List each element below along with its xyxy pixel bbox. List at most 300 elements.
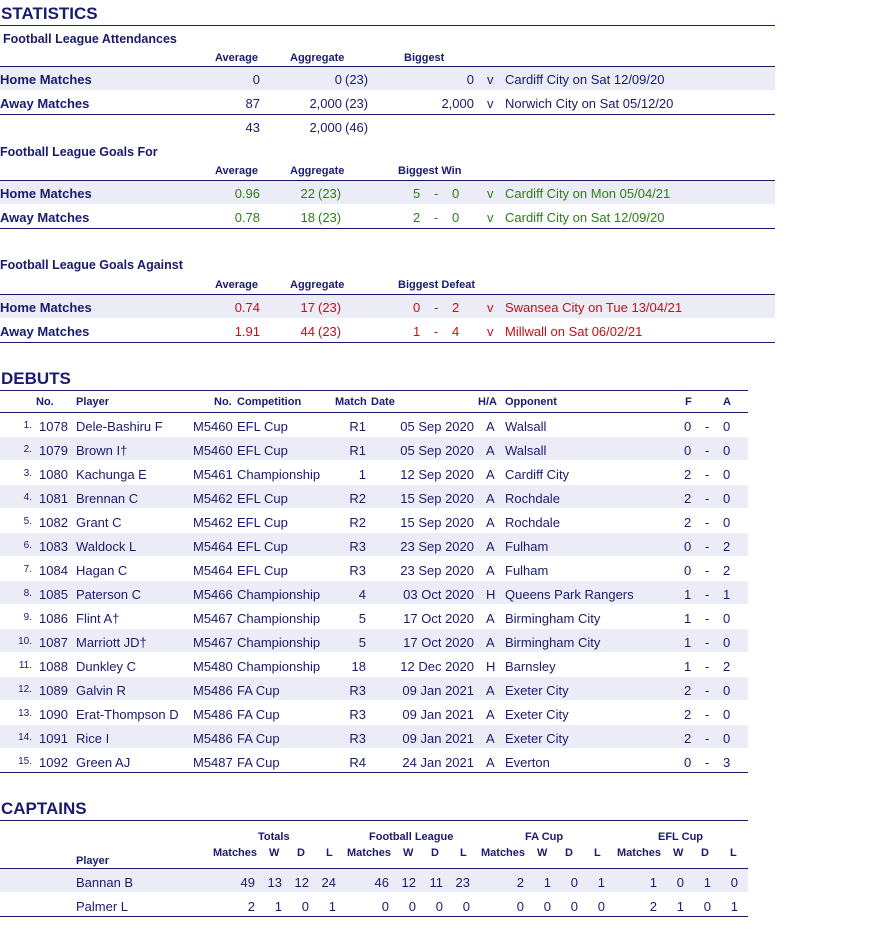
- debut-match-no: M5480: [193, 659, 233, 674]
- debut-player-name: Flint A†: [76, 611, 120, 626]
- debut-date: 17 Oct 2020: [403, 611, 474, 626]
- debut-competition: FA Cup: [237, 683, 280, 698]
- debut-a: 0: [723, 731, 731, 746]
- attendances-total-average: 43: [245, 120, 260, 135]
- debut-player-name: Marriott JD†: [76, 635, 147, 650]
- captain-stat-value: 0: [543, 899, 551, 914]
- captain-player-name: Palmer L: [76, 899, 129, 914]
- debut-match: R2: [349, 491, 366, 506]
- debut-dash: -: [705, 515, 710, 530]
- debut-opponent: Fulham: [505, 563, 549, 578]
- debut-a: 2: [723, 659, 731, 674]
- debut-dash: -: [705, 635, 710, 650]
- debut-player-name: Dele-Bashiru F: [76, 419, 163, 434]
- debut-ha: A: [486, 755, 495, 770]
- goals-against-header-average: Average: [215, 279, 259, 291]
- debut-player-name: Waldock L: [76, 539, 137, 554]
- debut-competition: EFL Cup: [237, 563, 288, 578]
- debut-index: 12.: [18, 684, 32, 695]
- debut-opponent: Cardiff City: [505, 467, 570, 482]
- debut-ha: A: [486, 443, 495, 458]
- attendances-home-v: v: [487, 72, 494, 87]
- debut-player-no: 1090: [39, 707, 68, 722]
- debut-match: R3: [349, 539, 366, 554]
- debut-match: R1: [349, 443, 366, 458]
- debut-ha: A: [486, 707, 495, 722]
- captain-stat-value: 1: [328, 899, 336, 914]
- debuts-header-match-no: No.: [214, 396, 232, 408]
- debuts-header-f: F: [685, 396, 692, 408]
- debut-a: 3: [723, 755, 731, 770]
- debuts-bottom-rule: [0, 772, 748, 773]
- debut-f: 2: [684, 491, 692, 506]
- debuts-header-no: No.: [36, 396, 54, 408]
- debut-ha: A: [486, 419, 495, 434]
- debut-match-no: M5460: [193, 443, 233, 458]
- debut-date: 12 Sep 2020: [400, 467, 474, 482]
- debut-dash: -: [705, 467, 710, 482]
- debut-index: 6.: [23, 540, 32, 551]
- attendances-home-label: Home Matches: [0, 72, 92, 87]
- debut-match: 1: [358, 467, 366, 482]
- goals-for-away-a: 0: [452, 210, 460, 225]
- goals-against-home-label: Home Matches: [0, 300, 92, 315]
- goals-for-away-agg-count: (23): [318, 210, 342, 225]
- debut-player-no: 1091: [39, 731, 68, 746]
- debut-match-no: M5461: [193, 467, 233, 482]
- captain-stat-value: 11: [429, 875, 443, 890]
- debut-match-no: M5486: [193, 731, 233, 746]
- captain-stat-value: 0: [703, 899, 711, 914]
- debut-ha: A: [486, 563, 495, 578]
- debut-match: R3: [349, 683, 366, 698]
- debuts-header-competition: Competition: [237, 396, 302, 408]
- debut-index: 13.: [18, 708, 32, 719]
- debut-player-no: 1092: [39, 755, 68, 770]
- captains-subheader: W: [673, 847, 684, 859]
- debut-match-no: M5460: [193, 419, 233, 434]
- debut-opponent: Exeter City: [505, 707, 569, 722]
- debut-a: 0: [723, 635, 731, 650]
- goals-against-away-agg-count: (23): [318, 324, 342, 339]
- debut-date: 23 Sep 2020: [400, 563, 474, 578]
- debut-opponent: Exeter City: [505, 731, 569, 746]
- statistics-title: STATISTICS: [1, 4, 98, 23]
- debut-index: 10.: [18, 636, 32, 647]
- debut-player-no: 1085: [39, 587, 68, 602]
- debut-competition: Championship: [237, 611, 321, 626]
- debut-competition: Championship: [237, 659, 321, 674]
- debut-competition: EFL Cup: [237, 515, 288, 530]
- debut-match: R3: [349, 731, 366, 746]
- attendances-home-opponent: Cardiff City on Sat 12/09/20: [505, 72, 665, 87]
- captains-subheader: L: [460, 847, 467, 859]
- captain-stat-value: 0: [408, 899, 416, 914]
- debut-a: 2: [723, 539, 731, 554]
- goals-against-away-f: 1: [413, 324, 421, 339]
- debut-a: 0: [723, 611, 731, 626]
- debut-index: 15.: [18, 756, 32, 767]
- debut-player-name: Galvin R: [76, 683, 126, 698]
- captains-subheader: Matches: [347, 847, 392, 859]
- debut-player-no: 1089: [39, 683, 68, 698]
- debut-f: 1: [684, 659, 692, 674]
- goals-against-bottom-rule: [0, 342, 775, 343]
- debut-dash: -: [705, 611, 710, 626]
- captains-subheader: L: [326, 847, 333, 859]
- debut-date: 09 Jan 2021: [402, 707, 474, 722]
- debut-player-name: Brennan C: [76, 491, 139, 506]
- debut-a: 0: [723, 707, 731, 722]
- debut-competition: EFL Cup: [237, 443, 288, 458]
- goals-for-bottom-rule: [0, 228, 775, 229]
- attendances-away-agg-count: (23): [345, 96, 369, 111]
- debut-opponent: Birmingham City: [505, 611, 601, 626]
- captain-stat-value: 46: [374, 875, 389, 890]
- debut-player-name: Kachunga E: [76, 467, 147, 482]
- goals-against-away-dash: -: [434, 324, 439, 339]
- captains-subheader: L: [730, 847, 737, 859]
- debut-ha: H: [486, 587, 496, 602]
- goals-for-home-f: 5: [413, 186, 421, 201]
- goals-for-home-a: 0: [452, 186, 460, 201]
- debut-player-no: 1084: [39, 563, 68, 578]
- debut-player-name: Dunkley C: [76, 659, 136, 674]
- goals-against-home-v: v: [487, 300, 494, 315]
- debut-f: 2: [684, 467, 692, 482]
- captain-stat-value: 12: [294, 875, 309, 890]
- goals-against-home-a: 2: [452, 300, 460, 315]
- debut-player-no: 1083: [39, 539, 68, 554]
- debut-match-no: M5467: [193, 611, 233, 626]
- debut-opponent: Walsall: [505, 419, 547, 434]
- debut-f: 1: [684, 611, 692, 626]
- debut-dash: -: [705, 443, 710, 458]
- debut-opponent: Everton: [505, 755, 550, 770]
- debut-match-no: M5462: [193, 515, 233, 530]
- debut-a: 0: [723, 491, 731, 506]
- attendances-away-opponent: Norwich City on Sat 05/12/20: [505, 96, 674, 111]
- debut-a: 0: [723, 467, 731, 482]
- debut-player-no: 1080: [39, 467, 68, 482]
- debut-index: 2.: [23, 444, 32, 455]
- statistics-rule: [0, 25, 775, 26]
- debuts-rule: [0, 390, 748, 391]
- captains-rule: [0, 820, 748, 821]
- goals-against-away-opponent: Millwall on Sat 06/02/21: [505, 324, 643, 339]
- captain-player-name: Bannan B: [76, 875, 134, 890]
- goals-against-header-biggest-defeat: Biggest Defeat: [398, 279, 476, 291]
- debut-date: 24 Jan 2021: [402, 755, 474, 770]
- debut-match-no: M5467: [193, 635, 233, 650]
- goals-for-home-aggregate: 22: [300, 186, 315, 201]
- captains-subheader: Matches: [617, 847, 662, 859]
- debut-match-no: M5466: [193, 587, 233, 602]
- debut-opponent: Barnsley: [505, 659, 556, 674]
- captain-stat-value: 13: [267, 875, 282, 890]
- debut-dash: -: [705, 539, 710, 554]
- debut-match: 4: [358, 587, 366, 602]
- debut-index: 11.: [18, 660, 32, 671]
- debut-competition: FA Cup: [237, 731, 280, 746]
- debut-opponent: Exeter City: [505, 683, 569, 698]
- debuts-header-ha: H/A: [478, 396, 497, 408]
- debut-match: R3: [349, 563, 366, 578]
- debut-competition: Championship: [237, 467, 321, 482]
- debut-index: 9.: [23, 612, 32, 623]
- debut-player-no: 1081: [39, 491, 68, 506]
- debuts-title: DEBUTS: [1, 369, 71, 388]
- debut-player-name: Hagan C: [76, 563, 128, 578]
- goals-for-away-opponent: Cardiff City on Sat 12/09/20: [505, 210, 665, 225]
- debut-match: R2: [349, 515, 366, 530]
- debut-dash: -: [705, 419, 710, 434]
- goals-for-away-v: v: [487, 210, 494, 225]
- debut-date: 12 Dec 2020: [400, 659, 474, 674]
- debut-dash: -: [705, 491, 710, 506]
- debut-player-name: Grant C: [76, 515, 122, 530]
- debut-player-no: 1079: [39, 443, 68, 458]
- debut-date: 17 Oct 2020: [403, 635, 474, 650]
- debut-opponent: Walsall: [505, 443, 547, 458]
- debut-date: 05 Sep 2020: [400, 419, 474, 434]
- debut-player-no: 1087: [39, 635, 68, 650]
- debut-opponent: Rochdale: [505, 491, 560, 506]
- attendances-away-average: 87: [245, 96, 260, 111]
- debut-f: 1: [684, 635, 692, 650]
- debut-index: 1.: [23, 420, 32, 431]
- captains-group-totals: Totals: [258, 831, 290, 843]
- attendances-home-average: 0: [252, 72, 260, 87]
- debuts-header-rule: [0, 412, 748, 413]
- goals-for-away-label: Away Matches: [0, 210, 90, 225]
- captain-stat-value: 2: [516, 875, 524, 890]
- captains-subheader: D: [431, 847, 439, 859]
- captains-bottom-rule: [0, 916, 748, 917]
- captains-title: CAPTAINS: [1, 799, 87, 818]
- debut-player-no: 1082: [39, 515, 68, 530]
- debut-date: 05 Sep 2020: [400, 443, 474, 458]
- debut-f: 2: [684, 515, 692, 530]
- attendances-away-aggregate: 2,000: [309, 96, 342, 111]
- debut-ha: A: [486, 515, 495, 530]
- debut-player-name: Rice I: [76, 731, 110, 746]
- goals-for-away-average: 0.78: [234, 210, 260, 225]
- debut-f: 2: [684, 731, 692, 746]
- debut-competition: Championship: [237, 635, 321, 650]
- debut-ha: A: [486, 635, 495, 650]
- debut-row-band: [0, 725, 748, 748]
- debut-competition: FA Cup: [237, 707, 280, 722]
- debut-index: 3.: [23, 468, 32, 479]
- debut-ha: A: [486, 491, 495, 506]
- attendances-home-aggregate: 0: [334, 72, 342, 87]
- debut-player-name: Brown I†: [76, 443, 128, 458]
- debuts-header-date: Date: [371, 396, 395, 408]
- debut-dash: -: [705, 731, 710, 746]
- attendances-away-label: Away Matches: [0, 96, 90, 111]
- captain-stat-value: 12: [401, 875, 416, 890]
- captain-stat-value: 0: [381, 899, 389, 914]
- captain-stat-value: 2: [247, 899, 255, 914]
- debut-a: 1: [723, 587, 731, 602]
- captain-stat-value: 0: [730, 875, 738, 890]
- captain-stat-value: 1: [543, 875, 551, 890]
- goals-against-home-average: 0.74: [234, 300, 260, 315]
- debut-a: 0: [723, 683, 731, 698]
- debut-a: 0: [723, 419, 731, 434]
- captains-subheader: W: [537, 847, 548, 859]
- goals-against-away-v: v: [487, 324, 494, 339]
- captains-subheader: W: [269, 847, 280, 859]
- captain-stat-value: 0: [570, 875, 578, 890]
- attendances-home-biggest: 0: [466, 72, 474, 87]
- debut-match: R1: [349, 419, 366, 434]
- captains-subheader: D: [701, 847, 709, 859]
- captain-stat-value: 0: [516, 899, 524, 914]
- debut-date: 15 Sep 2020: [400, 491, 474, 506]
- debut-index: 4.: [23, 492, 32, 503]
- captain-stat-value: 1: [730, 899, 738, 914]
- captain-stat-value: 0: [676, 875, 684, 890]
- debut-opponent: Queens Park Rangers: [505, 587, 634, 602]
- debut-competition: FA Cup: [237, 755, 280, 770]
- debut-f: 0: [684, 563, 692, 578]
- debut-dash: -: [705, 587, 710, 602]
- captain-stat-value: 1: [676, 899, 684, 914]
- goals-against-away-aggregate: 44: [300, 324, 315, 339]
- debut-a: 2: [723, 563, 731, 578]
- debut-date: 15 Sep 2020: [400, 515, 474, 530]
- debut-dash: -: [705, 755, 710, 770]
- captain-stat-value: 1: [274, 899, 282, 914]
- debut-match-no: M5464: [193, 563, 233, 578]
- goals-against-home-f: 0: [413, 300, 421, 315]
- debut-f: 0: [684, 419, 692, 434]
- debut-player-no: 1078: [39, 419, 68, 434]
- attendances-header-aggregate: Aggregate: [290, 52, 345, 64]
- attendances-title: Football League Attendances: [3, 32, 177, 46]
- goals-against-home-aggregate: 17: [300, 300, 315, 315]
- attendances-total-rule: [0, 114, 775, 115]
- debut-match-no: M5486: [193, 683, 233, 698]
- goals-for-away-f: 2: [413, 210, 421, 225]
- captain-stat-value: 24: [321, 875, 336, 890]
- captain-stat-value: 0: [597, 899, 605, 914]
- debut-player-no: 1088: [39, 659, 68, 674]
- attendances-header-average: Average: [215, 52, 259, 64]
- goals-against-home-dash: -: [434, 300, 439, 315]
- captain-stat-value: 0: [570, 899, 578, 914]
- attendances-away-v: v: [487, 96, 494, 111]
- debut-match-no: M5486: [193, 707, 233, 722]
- debut-ha: A: [486, 683, 495, 698]
- captains-subheader: D: [297, 847, 305, 859]
- debut-competition: EFL Cup: [237, 491, 288, 506]
- debuts-header-a: A: [723, 396, 731, 408]
- debut-dash: -: [705, 707, 710, 722]
- goals-for-away-aggregate: 18: [300, 210, 315, 225]
- attendances-away-biggest: 2,000: [441, 96, 474, 111]
- captains-header-player: Player: [76, 855, 110, 867]
- goals-against-home-opponent: Swansea City on Tue 13/04/21: [505, 300, 683, 315]
- goals-against-away-label: Away Matches: [0, 324, 90, 339]
- goals-for-home-v: v: [487, 186, 494, 201]
- goals-for-home-agg-count: (23): [318, 186, 342, 201]
- debuts-header-match: Match: [335, 396, 367, 408]
- captain-stat-value: 23: [455, 875, 470, 890]
- captain-stat-value: 1: [597, 875, 605, 890]
- debut-date: 03 Oct 2020: [403, 587, 474, 602]
- attendances-header-biggest: Biggest: [404, 52, 445, 64]
- debut-ha: A: [486, 731, 495, 746]
- debut-match-no: M5462: [193, 491, 233, 506]
- debut-a: 0: [723, 443, 731, 458]
- debut-competition: EFL Cup: [237, 539, 288, 554]
- debut-f: 1: [684, 587, 692, 602]
- captain-stat-value: 1: [703, 875, 711, 890]
- captains-group-football-league: Football League: [369, 831, 454, 843]
- goals-against-title: Football League Goals Against: [0, 258, 183, 272]
- goals-for-away-dash: -: [434, 210, 439, 225]
- goals-for-header-biggest-win: Biggest Win: [398, 165, 462, 177]
- debut-competition: EFL Cup: [237, 419, 288, 434]
- debut-index: 8.: [23, 588, 32, 599]
- captain-stat-value: 0: [435, 899, 443, 914]
- captains-group-efl-cup: EFL Cup: [658, 831, 704, 843]
- debut-ha: A: [486, 611, 495, 626]
- debut-ha: A: [486, 539, 495, 554]
- debuts-header-opponent: Opponent: [505, 396, 557, 408]
- debuts-header-player: Player: [76, 396, 110, 408]
- goals-against-away-average: 1.91: [234, 324, 260, 339]
- debut-match: 5: [358, 611, 366, 626]
- goals-for-title: Football League Goals For: [0, 145, 158, 159]
- captains-group-fa-cup: FA Cup: [525, 831, 564, 843]
- debut-competition: Championship: [237, 587, 321, 602]
- debut-ha: H: [486, 659, 496, 674]
- debut-date: 09 Jan 2021: [402, 731, 474, 746]
- debut-f: 2: [684, 707, 692, 722]
- debut-player-name: Erat-Thompson D: [76, 707, 179, 722]
- captains-subheader: W: [403, 847, 414, 859]
- debut-dash: -: [705, 683, 710, 698]
- debut-opponent: Fulham: [505, 539, 549, 554]
- captains-subheader: Matches: [481, 847, 526, 859]
- debut-match: R4: [349, 755, 366, 770]
- goals-for-home-label: Home Matches: [0, 186, 92, 201]
- debut-date: 09 Jan 2021: [402, 683, 474, 698]
- captain-stat-value: 49: [240, 875, 255, 890]
- attendances-total-aggregate: 2,000: [309, 120, 342, 135]
- goals-for-home-dash: -: [434, 186, 439, 201]
- captain-stat-value: 2: [649, 899, 657, 914]
- goals-for-home-average: 0.96: [234, 186, 260, 201]
- debut-match-no: M5464: [193, 539, 233, 554]
- debut-f: 0: [684, 539, 692, 554]
- debut-f: 0: [684, 755, 692, 770]
- debut-f: 2: [684, 683, 692, 698]
- attendances-home-agg-count: (23): [345, 72, 369, 87]
- debut-player-no: 1086: [39, 611, 68, 626]
- debut-match-no: M5487: [193, 755, 233, 770]
- debut-dash: -: [705, 563, 710, 578]
- debut-date: 23 Sep 2020: [400, 539, 474, 554]
- goals-for-home-opponent: Cardiff City on Mon 05/04/21: [505, 186, 671, 201]
- debut-index: 14.: [18, 732, 32, 743]
- debut-f: 0: [684, 443, 692, 458]
- debut-opponent: Birmingham City: [505, 635, 601, 650]
